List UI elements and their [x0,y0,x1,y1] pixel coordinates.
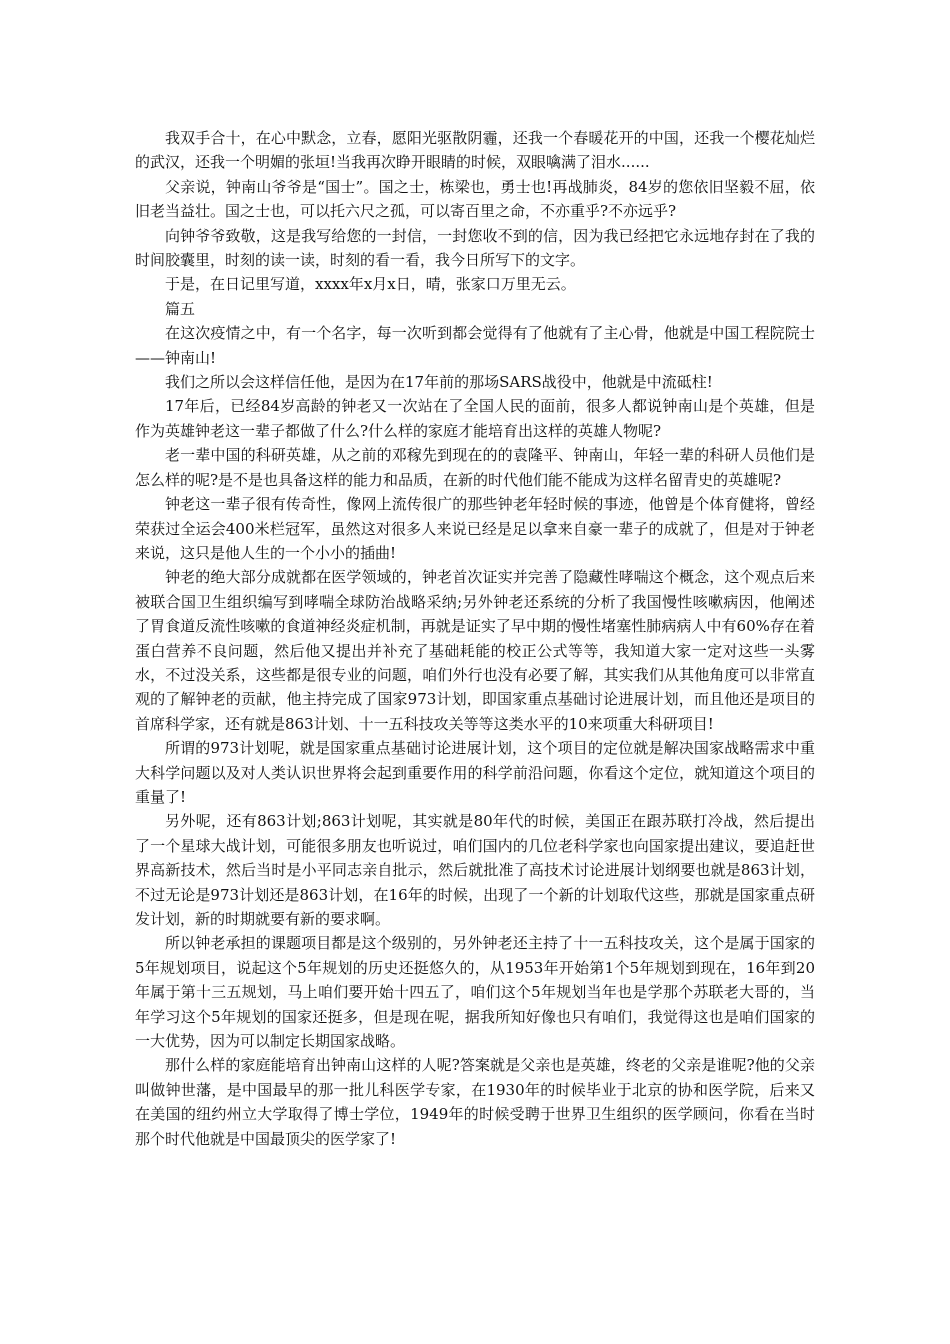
paragraph: 所谓的973计划呢，就是国家重点基础讨论进展计划，这个项目的定位就是解决国家战略需求中重大科学问题以及对人类认识世界将会起到重要作用的科学前沿问题，你看这个定位，就知道这个项目的重量了! [135,739,815,806]
paragraph: 向钟爷爷致敬，这是我写给您的一封信，一封您收不到的信，因为我已经把它永远地存封在了我的时间胶囊里，时刻的读一读，时刻的看一看，我今日所写下的文字。 [135,226,815,270]
section-title: 篇五 [165,299,196,318]
paragraph: 钟老的绝大部分成就都在医学领域的，钟老首次证实并完善了隐藏性哮喘这个概念，这个观点后来被联合国卫生组织编写到哮喘全球防治战略采纳;另外钟老还系统的分析了我国慢性咳嗽病因，他阐述了胃食道反流性咳嗽的食道神经炎症机制，再就是证实了早中期的慢性堵塞性肺病病人中有60%存在着蛋白营养不良问题，然后他又提出并补充了基础耗能的校正公式等等，我知道大家一定对这些一头雾水，不过没关系，这些都是很专业的问题，咱们外行也没有必要了解，其实我们从其他角度可以非常直观的了解钟老的贡献，他主持完成了国家973计划，即国家重点基础讨论进展计划，而且他还是项目的首席科学家，还有就是863计划、十一五科技攻关等等这类水平的10来项重大科研项目! [135,568,815,733]
paragraph: 所以钟老承担的课题项目都是这个级别的，另外钟老还主持了十一五科技攻关，这个是属于国家的5年规划项目，说起这个5年规划的历史还挺悠久的，从1953年开始第1个5年规划到现在，16年到20年属于第十三五规划，马上咱们要开始十四五了，咱们这个5年规划当年也是学那个苏联老大哥的，当年学习这个5年规划的国家还挺多，但是现在呢，据我所知好像也只有咱们，我觉得这也是咱们国家的一大优势，因为可以制定长期国家战略。 [135,934,815,1051]
paragraph: 在这次疫情之中，有一个名字，每一次听到都会觉得有了他就有了主心骨，他就是中国工程院院士——钟南山! [135,324,815,367]
paragraph: 于是，在日记里写道，xxxx年x月x日，晴，张家口万里无云。 [165,275,576,294]
paragraph: 父亲说，钟南山爷爷是“国士”。国之士，栋梁也，勇士也!再战肺炎，84岁的您依旧坚毅不屈，依旧老当益壮。国之士也，可以托六尺之孤，可以寄百里之命，不亦重乎?不亦远乎? [135,177,815,221]
document-body [135,126,815,1151]
paragraph: 我们之所以会这样信任他，是因为在17年前的那场SARS战役中，他就是中流砥柱! [165,373,713,392]
paragraph: 那什么样的家庭能培育出钟南山这样的人呢?答案就是父亲也是英雄，终老的父亲是谁呢?他的父亲叫做钟世藩，是中国最早的那一批儿科医学专家，在1930年的时候毕业于北京的协和医学院，后来又在美国的纽约州立大学取得了博士学位，1949年的时候受聘于世界卫生组织的医学顾问，你看在当时那个时代他就是中国最顶尖的医学家了! [135,1056,815,1148]
paragraph: 钟老这一辈子很有传奇性，像网上流传很广的那些钟老年轻时候的事迹，他曾是个体育健将，曾经荣获过全运会400米栏冠军，虽然这对很多人来说已经是足以拿来自豪一辈子的成就了，但是对于钟老来说，这只是他人生的一个小小的插曲! [135,495,815,562]
paragraph: 我双手合十，在心中默念，立春，愿阳光驱散阴霾，还我一个春暖花开的中国，还我一个樱花灿烂的武汉，还我一个明媚的张垣!当我再次睁开眼睛的时候，双眼噙满了泪水...... [135,129,815,172]
paragraph: 另外呢，还有863计划;863计划呢，其实就是80年代的时候，美国正在跟苏联打冷战，然后提出了一个星球大战计划，可能很多朋友也听说过，咱们国内的几位老科学家也向国家提出建议，要追赶世界高新技术，然后当时是小平同志亲自批示，然后就批准了高技术讨论进展计划纲要也就是863计划，不过无论是973计划还是863计划，在16年的时候，出现了一个新的计划取代这些，那就是国家重点研发计划，新的时期就要有新的要求啊。 [135,812,815,928]
paragraph: 老一辈中国的科研英雄，从之前的邓稼先到现在的的袁隆平、钟南山，年轻一辈的科研人员他们是怎么样的呢?是不是也具备这样的能力和品质，在新的时代他们能不能成为这样名留青史的英雄呢? [135,446,815,489]
paragraph: 17年后，已经84岁高龄的钟老又一次站在了全国人民的面前，很多人都说钟南山是个英雄，但是作为英雄钟老这一辈子都做了什么?什么样的家庭才能培育出这样的英雄人物呢? [135,397,815,440]
